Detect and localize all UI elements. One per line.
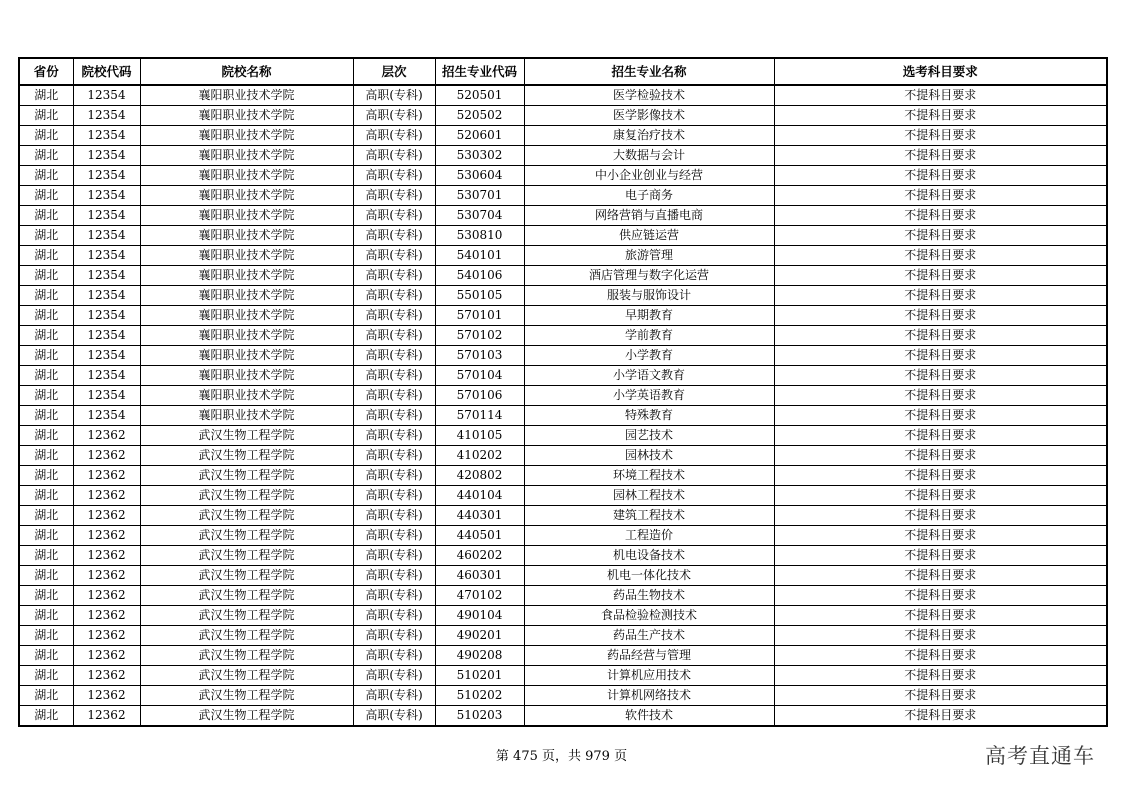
school-code-cell: 12354 [73,406,140,426]
school-code-cell: 12354 [73,85,140,106]
school-name-cell: 武汉生物工程学院 [140,466,353,486]
table-row [19,286,1107,306]
school-code-cell: 12362 [73,466,140,486]
school-name-cell: 武汉生物工程学院 [140,526,353,546]
school-code-cell: 12354 [73,326,140,346]
major-code-cell: 460301 [435,566,524,586]
school-code-cell: 12354 [73,206,140,226]
subject-requirement-cell: 不提科目要求 [774,246,1107,266]
table-row [19,386,1107,406]
level-cell: 高职(专科) [353,146,435,166]
province-cell: 湖北 [19,246,73,266]
table-row [19,426,1107,446]
province-cell: 湖北 [19,406,73,426]
school-code-cell: 12354 [73,386,140,406]
school-code-cell: 12362 [73,646,140,666]
major-code-cell: 530302 [435,146,524,166]
major-code-cell: 540101 [435,246,524,266]
school-name-cell: 襄阳职业技术学院 [140,346,353,366]
table-row [19,526,1107,546]
province-cell: 湖北 [19,126,73,146]
school-code-cell: 12354 [73,186,140,206]
major-code-cell: 410105 [435,426,524,446]
school-code-cell: 12354 [73,146,140,166]
level-cell: 高职(专科) [353,166,435,186]
school-code-cell: 12354 [73,266,140,286]
level-cell: 高职(专科) [353,406,435,426]
province-cell: 湖北 [19,526,73,546]
level-cell: 高职(专科) [353,426,435,446]
major-name-cell: 小学教育 [524,346,774,366]
school-name-cell: 襄阳职业技术学院 [140,166,353,186]
table-row [19,706,1107,727]
table-row [19,366,1107,386]
level-cell: 高职(专科) [353,486,435,506]
level-cell: 高职(专科) [353,586,435,606]
subject-requirement-cell: 不提科目要求 [774,306,1107,326]
level-cell: 高职(专科) [353,286,435,306]
province-cell: 湖北 [19,166,73,186]
level-cell: 高职(专科) [353,546,435,566]
major-name-cell: 医学检验技术 [524,85,774,106]
table-row [19,146,1107,166]
school-code-cell: 12354 [73,286,140,306]
level-cell: 高职(专科) [353,686,435,706]
table-row [19,546,1107,566]
table-row [19,446,1107,466]
header-major-code: 招生专业代码 [435,58,524,85]
school-name-cell: 武汉生物工程学院 [140,666,353,686]
major-code-cell: 420802 [435,466,524,486]
level-cell: 高职(专科) [353,186,435,206]
province-cell: 湖北 [19,706,73,727]
province-cell: 湖北 [19,586,73,606]
province-cell: 湖北 [19,226,73,246]
school-name-cell: 武汉生物工程学院 [140,606,353,626]
province-cell: 湖北 [19,466,73,486]
table-row [19,586,1107,606]
major-name-cell: 大数据与会计 [524,146,774,166]
table-row [19,486,1107,506]
school-code-cell: 12354 [73,346,140,366]
major-name-cell: 机电设备技术 [524,546,774,566]
header-level: 层次 [353,58,435,85]
subject-requirement-cell: 不提科目要求 [774,626,1107,646]
subject-requirement-cell: 不提科目要求 [774,566,1107,586]
subject-requirement-cell: 不提科目要求 [774,346,1107,366]
province-cell: 湖北 [19,386,73,406]
school-code-cell: 12362 [73,606,140,626]
subject-requirement-cell: 不提科目要求 [774,646,1107,666]
table-row [19,266,1107,286]
subject-requirement-cell: 不提科目要求 [774,606,1107,626]
subject-requirement-cell: 不提科目要求 [774,706,1107,727]
subject-requirement-cell: 不提科目要求 [774,406,1107,426]
subject-requirement-cell: 不提科目要求 [774,146,1107,166]
level-cell: 高职(专科) [353,366,435,386]
subject-requirement-cell: 不提科目要求 [774,206,1107,226]
major-name-cell: 酒店管理与数字化运营 [524,266,774,286]
major-code-cell: 470102 [435,586,524,606]
major-name-cell: 小学英语教育 [524,386,774,406]
school-name-cell: 襄阳职业技术学院 [140,146,353,166]
major-code-cell: 570104 [435,366,524,386]
subject-requirement-cell: 不提科目要求 [774,526,1107,546]
subject-requirement-cell: 不提科目要求 [774,586,1107,606]
province-cell: 湖北 [19,106,73,126]
table-row [19,226,1107,246]
school-name-cell: 武汉生物工程学院 [140,706,353,727]
table-row [19,646,1107,666]
school-code-cell: 12362 [73,686,140,706]
province-cell: 湖北 [19,506,73,526]
major-code-cell: 510203 [435,706,524,727]
province-cell: 湖北 [19,606,73,626]
major-name-cell: 学前教育 [524,326,774,346]
school-name-cell: 武汉生物工程学院 [140,506,353,526]
province-cell: 湖北 [19,686,73,706]
school-name-cell: 襄阳职业技术学院 [140,306,353,326]
school-name-cell: 武汉生物工程学院 [140,586,353,606]
header-subject-requirement: 选考科目要求 [774,58,1107,85]
school-code-cell: 12362 [73,546,140,566]
school-code-cell: 12362 [73,566,140,586]
province-cell: 湖北 [19,446,73,466]
school-name-cell: 襄阳职业技术学院 [140,126,353,146]
level-cell: 高职(专科) [353,266,435,286]
major-code-cell: 490208 [435,646,524,666]
level-cell: 高职(专科) [353,626,435,646]
school-name-cell: 襄阳职业技术学院 [140,186,353,206]
major-code-cell: 440501 [435,526,524,546]
major-name-cell: 特殊教育 [524,406,774,426]
school-name-cell: 武汉生物工程学院 [140,566,353,586]
major-code-cell: 570101 [435,306,524,326]
school-name-cell: 襄阳职业技术学院 [140,226,353,246]
subject-requirement-cell: 不提科目要求 [774,486,1107,506]
major-name-cell: 网络营销与直播电商 [524,206,774,226]
province-cell: 湖北 [19,306,73,326]
major-name-cell: 药品生产技术 [524,626,774,646]
major-name-cell: 服装与服饰设计 [524,286,774,306]
subject-requirement-cell: 不提科目要求 [774,286,1107,306]
province-cell: 湖北 [19,566,73,586]
subject-requirement-cell: 不提科目要求 [774,366,1107,386]
level-cell: 高职(专科) [353,306,435,326]
level-cell: 高职(专科) [353,606,435,626]
subject-requirement-cell: 不提科目要求 [774,166,1107,186]
table-row [19,606,1107,626]
table-row [19,85,1107,106]
level-cell: 高职(专科) [353,446,435,466]
major-name-cell: 中小企业创业与经营 [524,166,774,186]
school-name-cell: 武汉生物工程学院 [140,646,353,666]
subject-requirement-cell: 不提科目要求 [774,666,1107,686]
major-name-cell: 食品检验检测技术 [524,606,774,626]
province-cell: 湖北 [19,326,73,346]
level-cell: 高职(专科) [353,466,435,486]
school-name-cell: 襄阳职业技术学院 [140,366,353,386]
major-name-cell: 机电一体化技术 [524,566,774,586]
level-cell: 高职(专科) [353,206,435,226]
major-code-cell: 550105 [435,286,524,306]
subject-requirement-cell: 不提科目要求 [774,426,1107,446]
level-cell: 高职(专科) [353,126,435,146]
subject-requirement-cell: 不提科目要求 [774,126,1107,146]
major-code-cell: 520501 [435,85,524,106]
watermark: 高考直通车 [985,744,1095,768]
header-province: 省份 [19,58,73,85]
header-school-name: 院校名称 [140,58,353,85]
level-cell: 高职(专科) [353,386,435,406]
school-code-cell: 12354 [73,306,140,326]
school-name-cell: 襄阳职业技术学院 [140,326,353,346]
school-name-cell: 武汉生物工程学院 [140,446,353,466]
table-row [19,686,1107,706]
major-code-cell: 570103 [435,346,524,366]
province-cell: 湖北 [19,286,73,306]
province-cell: 湖北 [19,146,73,166]
table-header-row [19,58,1107,85]
level-cell: 高职(专科) [353,106,435,126]
major-code-cell: 490104 [435,606,524,626]
province-cell: 湖北 [19,366,73,386]
level-cell: 高职(专科) [353,706,435,727]
major-code-cell: 530604 [435,166,524,186]
school-code-cell: 12354 [73,126,140,146]
table-row [19,506,1107,526]
school-code-cell: 12362 [73,626,140,646]
major-code-cell: 510201 [435,666,524,686]
major-code-cell: 520601 [435,126,524,146]
level-cell: 高职(专科) [353,226,435,246]
subject-requirement-cell: 不提科目要求 [774,266,1107,286]
admission-table-container [18,57,1106,727]
major-name-cell: 软件技术 [524,706,774,727]
major-code-cell: 570114 [435,406,524,426]
school-name-cell: 襄阳职业技术学院 [140,386,353,406]
table-row [19,406,1107,426]
province-cell: 湖北 [19,626,73,646]
major-name-cell: 电子商务 [524,186,774,206]
major-name-cell: 旅游管理 [524,246,774,266]
major-code-cell: 540106 [435,266,524,286]
admission-table [18,57,1108,727]
major-code-cell: 490201 [435,626,524,646]
school-code-cell: 12362 [73,706,140,727]
table-body [19,85,1107,726]
major-code-cell: 520502 [435,106,524,126]
school-name-cell: 武汉生物工程学院 [140,626,353,646]
province-cell: 湖北 [19,666,73,686]
major-name-cell: 药品生物技术 [524,586,774,606]
school-code-cell: 12354 [73,366,140,386]
subject-requirement-cell: 不提科目要求 [774,326,1107,346]
school-code-cell: 12362 [73,586,140,606]
major-name-cell: 小学语文教育 [524,366,774,386]
subject-requirement-cell: 不提科目要求 [774,446,1107,466]
level-cell: 高职(专科) [353,85,435,106]
school-code-cell: 12362 [73,426,140,446]
major-code-cell: 530704 [435,206,524,226]
major-code-cell: 460202 [435,546,524,566]
major-code-cell: 440104 [435,486,524,506]
school-code-cell: 12354 [73,106,140,126]
table-row [19,466,1107,486]
major-name-cell: 园林工程技术 [524,486,774,506]
subject-requirement-cell: 不提科目要求 [774,546,1107,566]
school-name-cell: 襄阳职业技术学院 [140,406,353,426]
school-name-cell: 襄阳职业技术学院 [140,106,353,126]
table-row [19,326,1107,346]
major-name-cell: 计算机应用技术 [524,666,774,686]
school-code-cell: 12354 [73,226,140,246]
subject-requirement-cell: 不提科目要求 [774,686,1107,706]
major-code-cell: 570106 [435,386,524,406]
table-row [19,206,1107,226]
province-cell: 湖北 [19,85,73,106]
province-cell: 湖北 [19,426,73,446]
table-row [19,306,1107,326]
school-name-cell: 武汉生物工程学院 [140,546,353,566]
school-code-cell: 12362 [73,526,140,546]
major-code-cell: 410202 [435,446,524,466]
province-cell: 湖北 [19,186,73,206]
major-name-cell: 早期教育 [524,306,774,326]
level-cell: 高职(专科) [353,346,435,366]
major-code-cell: 510202 [435,686,524,706]
table-row [19,246,1107,266]
subject-requirement-cell: 不提科目要求 [774,386,1107,406]
subject-requirement-cell: 不提科目要求 [774,226,1107,246]
school-name-cell: 襄阳职业技术学院 [140,206,353,226]
province-cell: 湖北 [19,646,73,666]
province-cell: 湖北 [19,346,73,366]
school-name-cell: 武汉生物工程学院 [140,686,353,706]
level-cell: 高职(专科) [353,326,435,346]
school-name-cell: 襄阳职业技术学院 [140,85,353,106]
major-name-cell: 计算机网络技术 [524,686,774,706]
school-name-cell: 武汉生物工程学院 [140,486,353,506]
table-row [19,346,1107,366]
level-cell: 高职(专科) [353,526,435,546]
level-cell: 高职(专科) [353,666,435,686]
subject-requirement-cell: 不提科目要求 [774,506,1107,526]
subject-requirement-cell: 不提科目要求 [774,186,1107,206]
major-name-cell: 医学影像技术 [524,106,774,126]
header-major-name: 招生专业名称 [524,58,774,85]
level-cell: 高职(专科) [353,646,435,666]
subject-requirement-cell: 不提科目要求 [774,85,1107,106]
subject-requirement-cell: 不提科目要求 [774,106,1107,126]
school-name-cell: 襄阳职业技术学院 [140,286,353,306]
school-name-cell: 襄阳职业技术学院 [140,246,353,266]
table-row [19,186,1107,206]
major-code-cell: 570102 [435,326,524,346]
major-name-cell: 环境工程技术 [524,466,774,486]
major-code-cell: 440301 [435,506,524,526]
major-name-cell: 供应链运营 [524,226,774,246]
major-code-cell: 530701 [435,186,524,206]
major-name-cell: 工程造价 [524,526,774,546]
school-code-cell: 12362 [73,446,140,466]
table-row [19,126,1107,146]
province-cell: 湖北 [19,206,73,226]
table-row [19,106,1107,126]
school-name-cell: 襄阳职业技术学院 [140,266,353,286]
level-cell: 高职(专科) [353,566,435,586]
table-row [19,166,1107,186]
major-name-cell: 康复治疗技术 [524,126,774,146]
province-cell: 湖北 [19,546,73,566]
header-school-code: 院校代码 [73,58,140,85]
major-code-cell: 530810 [435,226,524,246]
subject-requirement-cell: 不提科目要求 [774,466,1107,486]
major-name-cell: 药品经营与管理 [524,646,774,666]
level-cell: 高职(专科) [353,506,435,526]
school-code-cell: 12362 [73,666,140,686]
table-row [19,666,1107,686]
major-name-cell: 园艺技术 [524,426,774,446]
table-row [19,566,1107,586]
province-cell: 湖北 [19,486,73,506]
school-code-cell: 12354 [73,166,140,186]
table-row [19,626,1107,646]
school-name-cell: 武汉生物工程学院 [140,426,353,446]
province-cell: 湖北 [19,266,73,286]
major-name-cell: 园林技术 [524,446,774,466]
level-cell: 高职(专科) [353,246,435,266]
school-code-cell: 12362 [73,486,140,506]
school-code-cell: 12354 [73,246,140,266]
major-name-cell: 建筑工程技术 [524,506,774,526]
school-code-cell: 12362 [73,506,140,526]
page-footer: 第 475 页，共 979 页 [495,749,628,764]
